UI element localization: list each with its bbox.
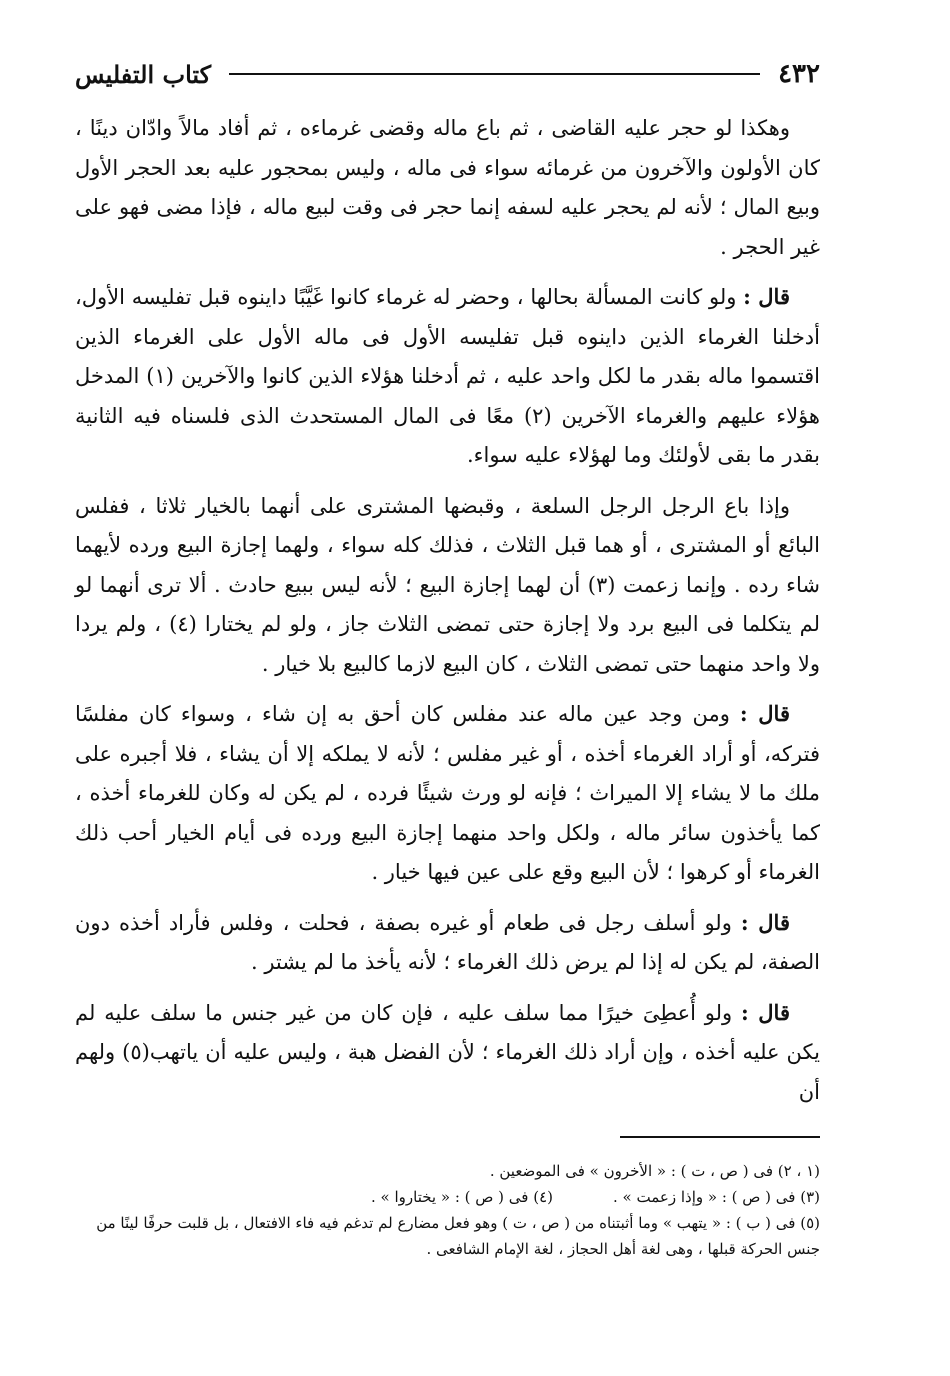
footnote-row-3-4	[75, 1184, 820, 1210]
paragraph-text: ولو أسلف رجل فى طعام أو غيره بصفة ، فحلت ، وفلس فأراد أخذه دون الصفة، لم يكن له إذا لم يرض ذلك الغرماء ؛ لأنه يأخذ ما لم يشتر .	[75, 910, 820, 974]
footnotes	[75, 1158, 820, 1262]
page-number: ٤٣٢	[778, 59, 820, 89]
paragraph-lead: قال :	[739, 701, 790, 726]
footnote-1-2: (١ ، ٢) فى ( ص ، ت ) : « الأخرون » فى الموضعين .	[489, 1162, 820, 1180]
footnote-3: (٣) فى ( ص ) : « وإذا زعمت » .	[613, 1188, 820, 1206]
footnote-separator	[620, 1136, 820, 1138]
page-header	[75, 52, 820, 96]
paragraph-1	[75, 108, 820, 267]
book-title: كتاب التفليس	[75, 59, 212, 89]
paragraph-4	[75, 694, 820, 893]
paragraph-3	[75, 486, 820, 685]
paragraph-text: ولو أُعطِىَ خيرًا مما سلف عليه ، فإن كان من غير جنس ما سلف عليه لم يكن عليه أخذه ، وإن أراد ذلك الغرماء ؛ لأن الفضل هبة ، وليس عليه أن ياتهب(٥) ولهم أن	[75, 1000, 820, 1104]
paragraph-lead: قال :	[740, 909, 790, 935]
footnote-5: (٥) فى ( ب ) : « يتهب » وما أثبتناه من ( ص ، ت ) وهو فعل مضارع لم تدغم فيه فاء الافتعال ، بل قلبت حرفًا لينًا من جنس الحركة قبلها ، وهى لغة أهل الحجاز ، لغة الإمام الشافعى .	[96, 1214, 820, 1258]
footnote-4: (٤) فى ( ص ) : « يختاروا » .	[371, 1188, 553, 1206]
paragraph-text: وهكذا لو حجر عليه القاضى ، ثم باع ماله وقضى غرماءه ، ثم أفاد مالاً وادّان دينًا ، كان الأولون والآخرون من غرمائه سواء فى ماله ، وليس بمحجور عليه بعد الحجر الأول وبيع المال ؛ لأنه لم يحجر عليه لسفه إنما حجر فى وقت لبيع ماله ، فإذا مضى فهو على غير الحجر .	[75, 116, 820, 259]
paragraph-2	[75, 277, 820, 476]
paragraph-lead: قال :	[741, 999, 790, 1025]
paragraph-lead: قال :	[743, 284, 790, 309]
paragraph-5	[75, 903, 820, 983]
header-rule	[229, 73, 760, 75]
paragraph-text: ومن وجد عين ماله عند مفلس كان أحق به إن شاء ، وسواء كان مفلسًا فتركه، أو أراد الغرماء أخذه ، أو غير مفلس ؛ لأنه لا يملكه إلا أن يشاء ، فلا أجبره على ملك ما لا يشاء إلا الميراث ؛ فإنه لو ورث شيئًا فرده ، لم يكن له وكان للغرماء أخذه ، كما يأخذون سائر ماله ، ولكل واحد منهما إجازة البيع ورده فى أيام الخيار أحب ذلك الغرماء أو كرهوا ؛ لأن البيع وقع على عين فيها خيار .	[75, 702, 820, 884]
main-text	[75, 108, 820, 1112]
paragraph-6	[75, 993, 820, 1113]
paragraph-text: ولو كانت المسألة بحالها ، وحضر له غرماء كانوا غَيَّبًا داينوه قبل تفليسه الأول، أدخلنا الغرماء الذين داينوه قبل تفليسه الأول فى ماله الأول على الغرماء الذين اقتسموا ماله بقدر ما لكل واحد عليه ، ثم أدخلنا هؤلاء الذين كانوا والآخرين (١) المدخل هؤلاء عليهم والغرماء الآخرين (٢) معًا فى المال المستحدث الذى فلسناه فيه الثانية بقدر ما بقى لأولئك وما لهؤلاء عليه سواء.	[75, 285, 821, 467]
paragraph-text: وإذا باع الرجل الرجل السلعة ، وقبضها المشترى على أنهما بالخيار ثلاثا ، ففلس البائع أو المشترى ، أو هما قبل الثلاث ، فذلك كله سواء ، ولهما إجازة البيع ورده لأيهما شاء رده . وإنما زعمت (٣) أن لهما إجازة البيع ؛ لأنه ليس ببيع حادث . ألا ترى أنهما لو لم يتكلما فى البيع برد ولا إجازة حتى تمضى الثلاث جاز ، ولو لم يختارا (٤) ، ولم يردا ولا واحد منهما حتى تمضى الثلاث ، كان البيع لازما كالبيع بلا خيار .	[75, 493, 820, 676]
